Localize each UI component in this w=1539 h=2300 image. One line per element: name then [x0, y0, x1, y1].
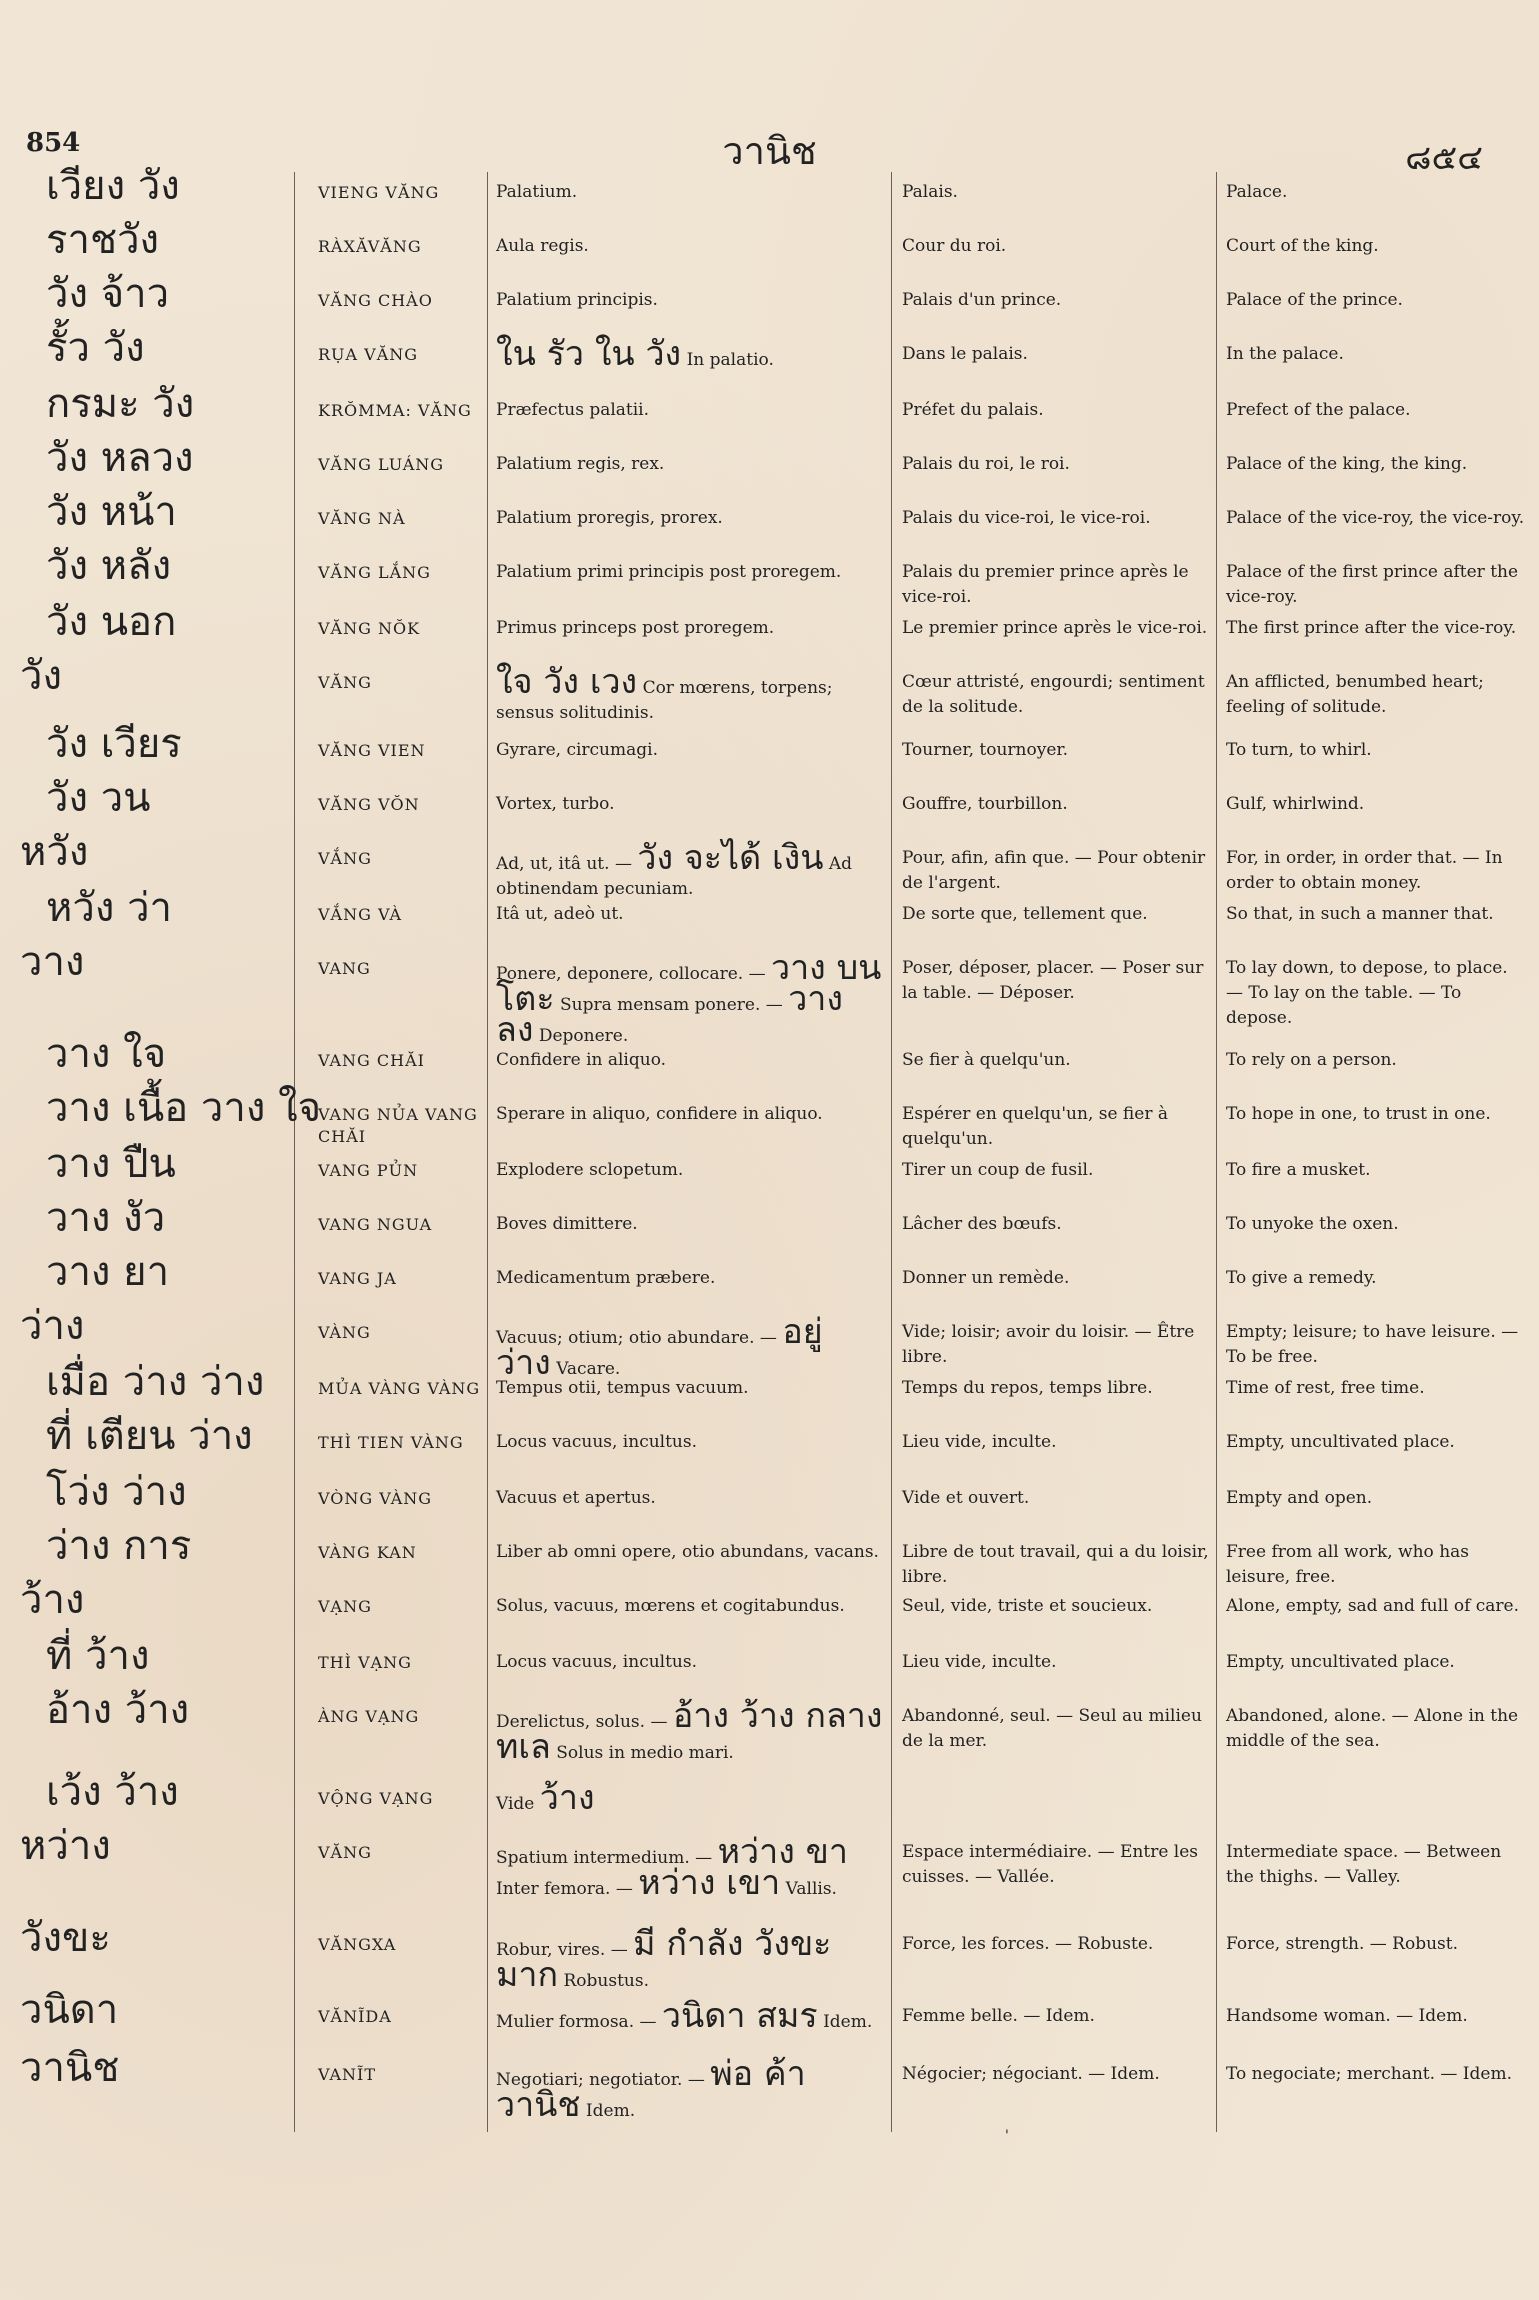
- english-definition: Handsome woman. — Idem.: [1226, 2006, 1468, 2026]
- french-definition: Le premier prince après le vice-roi.: [902, 618, 1208, 638]
- transliteration: THÌ TIEN VÀNG: [318, 1433, 464, 1452]
- transliteration: ÀNG VẠNG: [318, 1707, 420, 1726]
- latin-text-cont: Solus in medio mari.: [556, 1743, 734, 1763]
- english-definition: To negociate; merchant. — Idem.: [1226, 2064, 1512, 2084]
- english-definition: Time of rest, free time.: [1226, 1378, 1425, 1398]
- latin-text: Tempus otii, tempus vacuum.: [496, 1378, 749, 1398]
- running-head: วานิช: [722, 129, 817, 173]
- latin-text: Palatium.: [496, 182, 578, 202]
- latin-definition: [496, 1212, 886, 1237]
- thai-headword: วาง งัว: [46, 1195, 166, 1241]
- latin-thai-phrase: วัง จะได้ เงิน: [637, 838, 824, 878]
- transliteration: VĂNGXA: [318, 1935, 397, 1954]
- latin-text: Cor mœrens, torpens; sensus solitudinis.: [496, 678, 833, 723]
- latin-text: Derelictus, solus. —: [496, 1712, 668, 1732]
- transliteration: VĂNG: [318, 673, 372, 692]
- thai-headword: หวัง ว่า: [46, 885, 172, 931]
- latin-text: Gyrare, circumagi.: [496, 740, 658, 760]
- french-definition: Palais d'un prince.: [902, 290, 1062, 310]
- transliteration: MỦA VÀNG VÀNG: [318, 1379, 481, 1398]
- french-definition: Tirer un coup de fusil.: [902, 1160, 1094, 1180]
- transliteration: VÀNG KAN: [318, 1543, 417, 1562]
- transliteration: RỤA VĂNG: [318, 345, 419, 364]
- thai-headword: วัง จ้าว: [46, 271, 170, 317]
- english-definition: Palace of the vice-roy, the vice-roy.: [1226, 508, 1525, 528]
- latin-text: Vide: [496, 1794, 535, 1814]
- transliteration: VĂNĨDA: [318, 2007, 392, 2026]
- latin-text: Præfectus palatii.: [496, 400, 650, 420]
- french-definition: Femme belle. — Idem.: [902, 2006, 1095, 2026]
- thai-headword: อ้าง ว้าง: [46, 1687, 190, 1733]
- latin-definition: [496, 1048, 886, 1073]
- french-definition: Palais du premier prince après le vice-roi.: [902, 562, 1189, 607]
- thai-headword: ว้าง: [20, 1577, 85, 1623]
- column-rule: [891, 172, 892, 2132]
- english-definition: Empty and open.: [1226, 1488, 1373, 1508]
- english-definition: Empty, uncultivated place.: [1226, 1652, 1455, 1672]
- french-definition: Temps du repos, temps libre.: [902, 1378, 1153, 1398]
- thai-headword: รั้ว วัง: [46, 325, 145, 371]
- french-definition: Palais du vice-roi, le vice-roi.: [902, 508, 1151, 528]
- french-definition: Lieu vide, inculte.: [902, 1652, 1057, 1672]
- thai-headword: ที่ เตียน ว่าง: [46, 1413, 253, 1459]
- thai-headword: ราชวัง: [46, 217, 160, 263]
- french-definition: Lâcher des bœufs.: [902, 1214, 1062, 1234]
- latin-definition: [496, 334, 886, 374]
- thai-headword: ที่ ว้าง: [46, 1633, 150, 1679]
- latin-thai-phrase: ใจ วัง เวง: [496, 662, 638, 702]
- french-definition: Poser, déposer, placer. — Poser sur la table. — Déposer.: [902, 958, 1204, 1003]
- footer-mark: ': [1005, 2128, 1009, 2144]
- french-definition: Abandonné, seul. — Seul au milieu de la mer.: [902, 1706, 1202, 1751]
- transliteration: VĂNG: [318, 1843, 372, 1862]
- french-definition: Libre de tout travail, qui a du loisir, libre.: [902, 1542, 1209, 1587]
- latin-definition: [496, 560, 886, 585]
- latin-text: Aula regis.: [496, 236, 589, 256]
- english-definition: Alone, empty, sad and full of care.: [1226, 1596, 1520, 1616]
- latin-definition: [496, 1158, 886, 1183]
- thai-headword: วาง ใจ: [46, 1031, 167, 1077]
- transliteration: VANG PỦN: [318, 1161, 419, 1180]
- latin-definition: [496, 1540, 886, 1565]
- latin-text: Primus princeps post proregem.: [496, 618, 775, 638]
- thai-headword: หวัง: [20, 829, 89, 875]
- latin-text-cont: Ad obtinendam pecuniam.: [496, 854, 853, 899]
- english-definition: Force, strength. — Robust.: [1226, 1934, 1459, 1954]
- latin-definition: [496, 1312, 886, 1383]
- thai-headword: โว่ง ว่าง: [46, 1469, 187, 1515]
- latin-text: Boves dimittere.: [496, 1214, 638, 1234]
- latin-text: Liber ab omni opere, otio abundans, vacans.: [496, 1542, 879, 1562]
- latin-text: Palatium principis.: [496, 290, 658, 310]
- french-definition: Préfet du palais.: [902, 400, 1044, 420]
- english-definition: Court of the king.: [1226, 236, 1379, 256]
- english-definition: Palace of the king, the king.: [1226, 454, 1468, 474]
- latin-definition: [496, 398, 886, 423]
- french-definition: Pour, afin, afin que. — Pour obtenir de l'argent.: [902, 848, 1206, 893]
- english-definition: To fire a musket.: [1226, 1160, 1371, 1180]
- english-definition: Palace.: [1226, 182, 1288, 202]
- thai-headword: เว้ง ว้าง: [46, 1769, 179, 1815]
- latin-text: Palatium regis, rex.: [496, 454, 665, 474]
- english-definition: To lay down, to depose, to place. — To lay on the table. — To depose.: [1226, 958, 1508, 1028]
- transliteration: VANG JA: [318, 1269, 397, 1288]
- french-definition: Cour du roi.: [902, 236, 1007, 256]
- latin-definition: [496, 452, 886, 477]
- thai-headword: วัง วน: [46, 775, 151, 821]
- latin-definition: [496, 948, 886, 1050]
- transliteration: VANĨT: [318, 2065, 377, 2084]
- latin-text: Negotiari; negotiator. —: [496, 2070, 705, 2090]
- latin-text-cont: Idem.: [585, 2101, 636, 2121]
- column-rule: [487, 172, 488, 2132]
- french-definition: Vide et ouvert.: [902, 1488, 1030, 1508]
- latin-definition: [496, 1376, 886, 1401]
- french-definition: Force, les forces. — Robuste.: [902, 1934, 1154, 1954]
- french-definition: Palais du roi, le roi.: [902, 454, 1070, 474]
- transliteration: VĂNG LUÁNG: [318, 455, 445, 474]
- latin-thai-phrase: วาง บนโตะ: [496, 948, 882, 1019]
- thai-headword: วัง หน้า: [46, 489, 177, 535]
- transliteration: RÀXĂVĂNG: [318, 237, 422, 256]
- french-definition: Tourner, tournoyer.: [902, 740, 1069, 760]
- english-definition: The first prince after the vice-roy.: [1226, 618, 1517, 638]
- latin-text: Confidere in aliquo.: [496, 1050, 667, 1070]
- thai-headword: หว่าง: [20, 1823, 111, 1869]
- latin-thai-phrase: อ้าง ว้าง กลาง ทเล: [496, 1696, 883, 1767]
- thai-headword: วาง เนื้อ วาง ใจ: [46, 1085, 322, 1131]
- latin-definition: [496, 1696, 886, 1767]
- latin-thai-phrase: หว่าง เขา: [638, 1863, 781, 1903]
- latin-definition: [496, 616, 886, 641]
- latin-text-cont: Inter femora. —: [496, 1879, 633, 1899]
- latin-definition: [496, 234, 886, 259]
- french-definition: Négocier; négociant. — Idem.: [902, 2064, 1160, 2084]
- transliteration: VĂNG LẮNG: [318, 563, 431, 582]
- english-definition: In the palace.: [1226, 344, 1344, 364]
- english-definition: Empty; leisure; to have leisure. — To be free.: [1226, 1322, 1519, 1367]
- column-rule: [1216, 172, 1217, 2132]
- transliteration: VANG NGUA: [318, 1215, 433, 1234]
- transliteration: THÌ VẠNG: [318, 1653, 412, 1672]
- latin-definition: [496, 1924, 886, 1995]
- transliteration: VỘNG VẠNG: [318, 1789, 434, 1808]
- transliteration: VĂNG VŎN: [318, 795, 420, 814]
- thai-headword: วานิช: [20, 2045, 120, 2091]
- latin-text-cont: Idem.: [823, 2012, 873, 2032]
- thai-headword: ว่าง การ: [46, 1523, 192, 1569]
- latin-text-cont: Vallis.: [785, 1879, 837, 1899]
- english-definition: So that, in such a manner that.: [1226, 904, 1494, 924]
- thai-headword: เวียง วัง: [46, 163, 180, 209]
- latin-thai-phrase: ใน รัว ใน วัง: [496, 334, 682, 374]
- french-definition: Palais.: [902, 182, 958, 202]
- latin-definition: [496, 1996, 886, 2036]
- latin-text: Palatium proregis, prorex.: [496, 508, 723, 528]
- english-definition: Palace of the first prince after the vice-roy.: [1226, 562, 1519, 607]
- latin-text: Palatium primi principis post proregem.: [496, 562, 842, 582]
- latin-definition: [496, 180, 886, 205]
- french-definition: Gouffre, tourbillon.: [902, 794, 1068, 814]
- thai-headword: วัง เวียร: [46, 721, 182, 767]
- transliteration: VIENG VĂNG: [318, 183, 440, 202]
- english-definition: For, in order, in order that. — In order to obtain money.: [1226, 848, 1503, 893]
- transliteration: VĂNG CHÀO: [318, 291, 433, 310]
- latin-text: Vacuus; otium; otio abundare. —: [496, 1328, 777, 1348]
- latin-text: Vortex, turbo.: [496, 794, 615, 814]
- latin-definition: [496, 1266, 886, 1291]
- french-definition: Espace intermédiaire. — Entre les cuisses. — Vallée.: [902, 1842, 1199, 1887]
- transliteration: VĂNG NÀ: [318, 509, 406, 528]
- english-definition: Free from all work, who has leisure, free.: [1226, 1542, 1470, 1587]
- thai-headword: กรมะ วัง: [46, 381, 195, 427]
- latin-definition: [496, 1832, 886, 1903]
- french-definition: Seul, vide, triste et soucieux.: [902, 1596, 1153, 1616]
- transliteration: VANG NỦA VANG CHĂI: [318, 1105, 478, 1146]
- latin-text-cont: Robustus.: [563, 1971, 649, 1991]
- latin-text: Explodere sclopetum.: [496, 1160, 684, 1180]
- english-definition: To unyoke the oxen.: [1226, 1214, 1399, 1234]
- french-definition: Lieu vide, inculte.: [902, 1432, 1057, 1452]
- latin-text-cont: Supra mensam ponere. —: [560, 995, 783, 1015]
- english-definition: To hope in one, to trust in one.: [1226, 1104, 1491, 1124]
- english-definition: Empty, uncultivated place.: [1226, 1432, 1455, 1452]
- english-definition: Abandoned, alone. — Alone in the middle of the sea.: [1226, 1706, 1519, 1751]
- latin-definition: [496, 1102, 886, 1127]
- latin-text: Locus vacuus, incultus.: [496, 1652, 698, 1672]
- english-definition: To give a remedy.: [1226, 1268, 1377, 1288]
- latin-text: Solus, vacuus, mœrens et cogitabundus.: [496, 1596, 845, 1616]
- thai-headword: วัง: [20, 653, 62, 699]
- english-definition: To rely on a person.: [1226, 1050, 1397, 1070]
- thai-headword: วัง หลัง: [46, 543, 172, 589]
- english-definition: Intermediate space. — Between the thighs. — Valley.: [1226, 1842, 1502, 1887]
- thai-headword: วาง ปืน: [46, 1141, 176, 1187]
- latin-definition: [496, 1430, 886, 1455]
- english-definition: Prefect of the palace.: [1226, 400, 1411, 420]
- latin-definition: [496, 1594, 886, 1619]
- transliteration: KRŎMMA: VĂNG: [318, 401, 472, 420]
- french-definition: Donner un remède.: [902, 1268, 1070, 1288]
- french-definition: De sorte que, tellement que.: [902, 904, 1148, 924]
- transliteration: VĂNG NŎK: [318, 619, 421, 638]
- latin-text: Itâ ut, adeò ut.: [496, 904, 624, 924]
- english-definition: Gulf, whirlwind.: [1226, 794, 1365, 814]
- latin-definition: [496, 1778, 886, 1818]
- french-definition: Espérer en quelqu'un, se fier à quelqu'un.: [902, 1104, 1168, 1149]
- latin-definition: [496, 1486, 886, 1511]
- latin-definition: [496, 2054, 886, 2125]
- latin-text: Sperare in aliquo, confidere in aliquo.: [496, 1104, 823, 1124]
- latin-text: Locus vacuus, incultus.: [496, 1432, 698, 1452]
- latin-text: Robur, vires. —: [496, 1940, 628, 1960]
- latin-thai-phrase: มี กำลัง วังขะ มาก: [496, 1924, 832, 1995]
- thai-headword: วนิดา: [20, 1987, 119, 2033]
- page-number-left: 854: [26, 128, 81, 158]
- latin-text: Vacuus et apertus.: [496, 1488, 656, 1508]
- transliteration: VANG: [318, 959, 371, 978]
- latin-text-cont: Vacare.: [556, 1359, 621, 1379]
- english-definition: An afflicted, benumbed heart; feeling of solitude.: [1226, 672, 1484, 717]
- latin-thai-phrase: วนิดา สมร: [661, 1996, 818, 2036]
- transliteration: VANG CHĂI: [318, 1051, 425, 1070]
- transliteration: VẮNG: [318, 849, 372, 868]
- latin-definition: [496, 738, 886, 763]
- latin-text: Medicamentum præbere.: [496, 1268, 716, 1288]
- latin-thai-phrase: ว้าง: [539, 1778, 595, 1818]
- latin-definition: [496, 662, 886, 726]
- page-number-right: ๘๕๔: [1405, 138, 1483, 178]
- latin-text: Ponere, deponere, collocare. —: [496, 964, 766, 984]
- transliteration: VÀNG: [318, 1323, 371, 1342]
- latin-text: Mulier formosa. —: [496, 2012, 657, 2032]
- latin-definition: [496, 838, 886, 902]
- latin-definition: [496, 792, 886, 817]
- transliteration: VẮNG VÀ: [318, 905, 402, 924]
- thai-headword: ว่าง: [20, 1303, 85, 1349]
- transliteration: VÒNG VÀNG: [318, 1489, 433, 1508]
- latin-thai-phrase: พ่อ ค้า วานิช: [496, 2054, 806, 2125]
- latin-text-cont: Deponere.: [538, 1026, 629, 1046]
- thai-headword: วาง: [20, 939, 85, 985]
- thai-headword: วัง หลวง: [46, 435, 194, 481]
- transliteration: VĂNG VIEN: [318, 741, 426, 760]
- thai-headword: เมื่อ ว่าง ว่าง: [46, 1359, 265, 1405]
- latin-text: Ad, ut, itâ ut. —: [496, 854, 632, 874]
- thai-headword: วัง นอก: [46, 599, 177, 645]
- latin-definition: [496, 1650, 886, 1675]
- latin-text: Spatium intermedium. —: [496, 1848, 713, 1868]
- latin-definition: [496, 506, 886, 531]
- latin-thai-phrase: หว่าง ขา: [717, 1832, 848, 1872]
- latin-definition: [496, 288, 886, 313]
- english-definition: To turn, to whirl.: [1226, 740, 1372, 760]
- french-definition: Dans le palais.: [902, 344, 1028, 364]
- latin-thai-phrase: อยู่ ว่าง: [496, 1312, 823, 1383]
- thai-headword: วังขะ: [20, 1915, 111, 1961]
- french-definition: Se fier à quelqu'un.: [902, 1050, 1071, 1070]
- french-definition: Vide; loisir; avoir du loisir. — Être libre.: [902, 1322, 1195, 1367]
- thai-headword: วาง ยา: [46, 1249, 170, 1295]
- latin-thai-phrase: วาง ลง: [496, 979, 843, 1050]
- transliteration: VẠNG: [318, 1597, 372, 1616]
- english-definition: Palace of the prince.: [1226, 290, 1403, 310]
- latin-definition: [496, 902, 886, 927]
- latin-text: In palatio.: [686, 350, 774, 370]
- french-definition: Cœur attristé, engourdi; sentiment de la solitude.: [902, 672, 1205, 717]
